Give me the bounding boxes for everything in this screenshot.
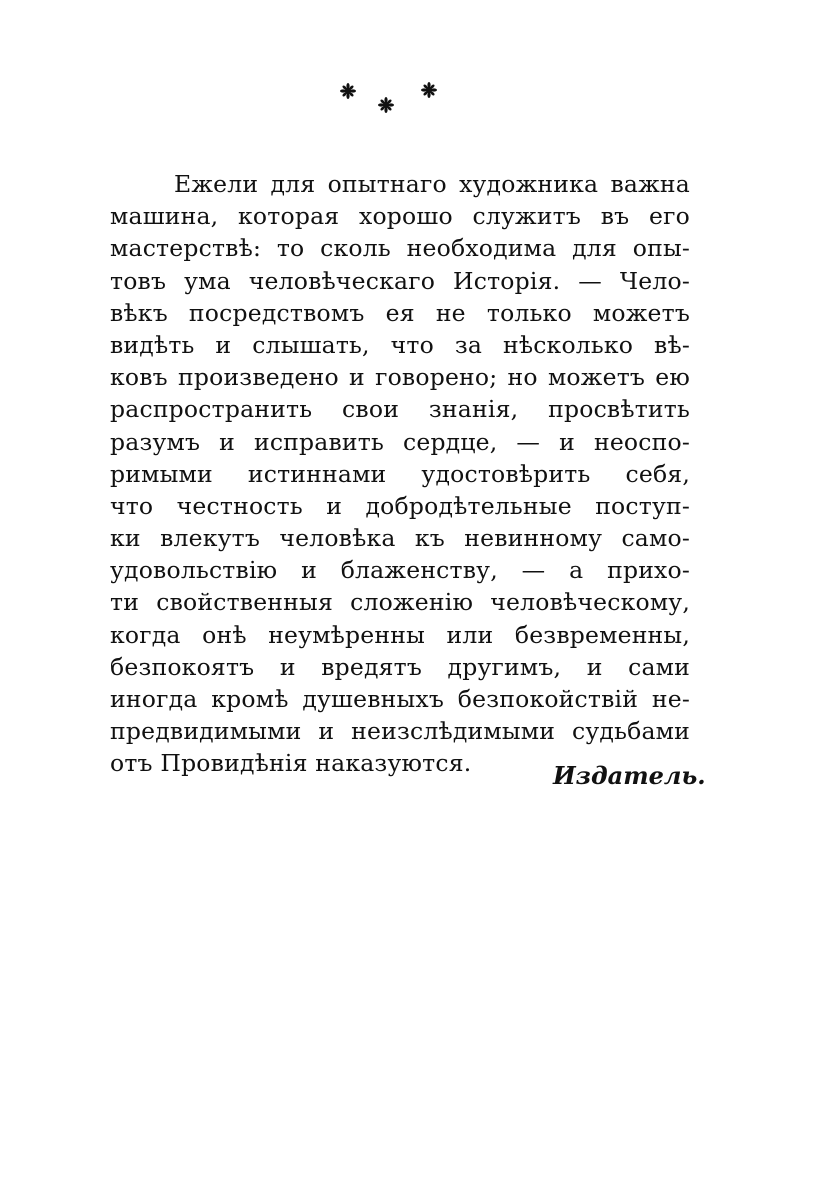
paragraph-line: предвидимыми и неизслѣдимыми судьбами [110, 717, 690, 746]
paragraph-line: удовольствію и блаженству, — а прихо- [110, 556, 690, 585]
paragraph-line: что честность и добродѣтельные поступ- [110, 491, 690, 520]
paragraph-line: ти свойственныя сложенію человѣческому, [110, 588, 690, 617]
paragraph-line: машина, которая хорошо служитъ въ его [110, 202, 690, 231]
publisher-signature: Издатель. [553, 761, 706, 790]
paragraph-line: отъ Провидѣнія наказуются. [110, 749, 472, 778]
paragraph-line: ковъ произведено и говорено; но можетъ ею [110, 363, 690, 392]
paragraph-line: видѣть и слышать, что за нѣсколько вѣ- [110, 330, 690, 359]
paragraph-line: ки влекутъ человѣка къ невинному само- [110, 524, 690, 553]
ornament-fleuron-icon [330, 78, 440, 118]
paragraph-line: когда онѣ неумѣренны или безвременны, [110, 620, 690, 649]
paragraph-line: распространить свои знанія, просвѣтить [110, 395, 690, 424]
paragraph-line: иногда кромѣ душевныхъ безпокойствій не- [110, 685, 690, 713]
paragraph-line: мастерствѣ: то сколь необходима для опы- [110, 234, 690, 263]
paragraph-line: безпокоятъ и вредятъ другимъ, и сами [110, 652, 690, 681]
paragraph-line: разумъ и исправить сердце, — и неоспо- [110, 427, 690, 456]
paragraph-line: товъ ума человѣческаго Исторія. — Чело- [110, 266, 690, 295]
paragraph-line: вѣкъ посредствомъ ея не только можетъ [110, 298, 690, 327]
preface-paragraph [110, 168, 690, 780]
paragraph-line: Ежели для опытнаго художника важна [174, 170, 690, 198]
paragraph-line: римыми истиннами удостовѣрить себя, [110, 459, 690, 488]
